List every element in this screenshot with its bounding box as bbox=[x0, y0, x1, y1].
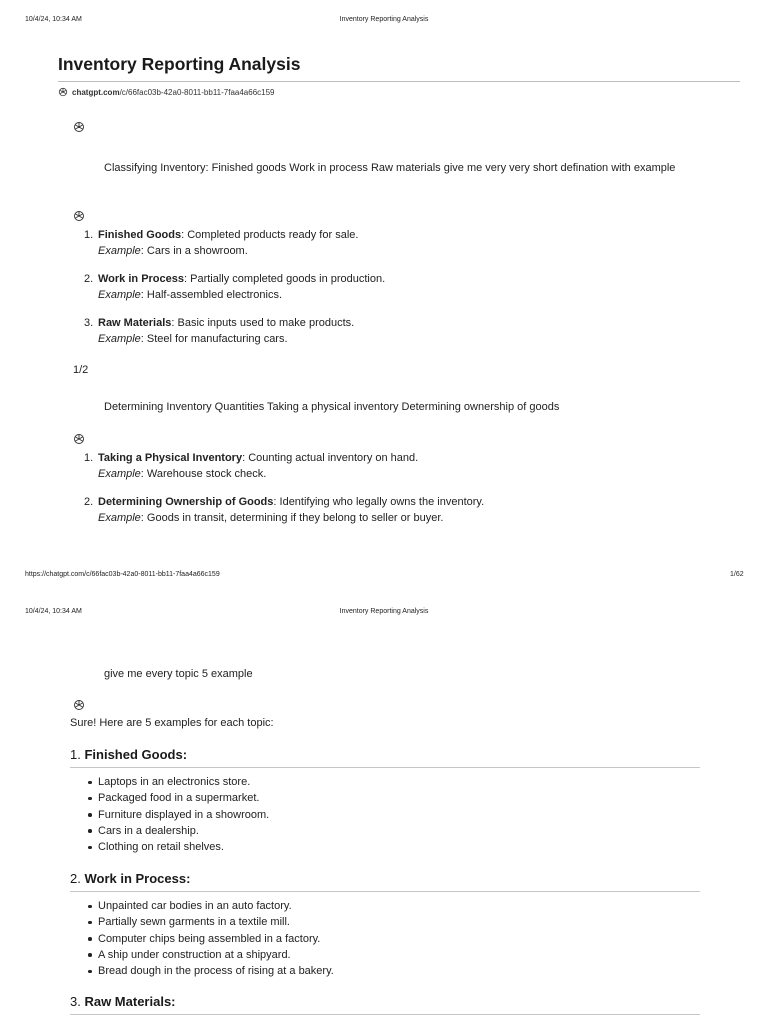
print-title: Inventory Reporting Analysis bbox=[339, 16, 429, 23]
work-in-process-list bbox=[84, 898, 334, 979]
list-item: 1. Finished Goods: Completed products ready for sale. Example: Cars in a showroom. bbox=[84, 229, 359, 257]
list-item: 2. Work in Process: Partially completed goods in production. Example: Half-assembled electronics. bbox=[84, 273, 386, 301]
print-url: https://chatgpt.com/c/66fac03b-42a0-8011-bb11-7faa4a66c159 bbox=[25, 571, 220, 578]
list-item: 2. Determining Ownership of Goods: Identifying who legally owns the inventory. Example: Goods in transit, determining if they belong to seller or buyer. bbox=[84, 496, 485, 524]
assistant-answer-1 bbox=[84, 227, 385, 359]
section-divider bbox=[70, 767, 700, 768]
chatgpt-logo-icon bbox=[73, 433, 85, 445]
user-prompt-2: Determining Inventory Quantities Taking a physical inventory Determining ownership of goods bbox=[104, 401, 560, 413]
list-item: Furniture displayed in a showroom. bbox=[84, 807, 269, 823]
list-item: 3. Raw Materials: Basic inputs used to make products. Example: Steel for manufacturing cars. bbox=[84, 317, 355, 345]
section-divider bbox=[70, 1014, 700, 1015]
list-item: Computer chips being assembled in a factory. bbox=[84, 931, 334, 947]
chatgpt-logo-icon bbox=[73, 210, 85, 222]
list-item: Clothing on retail shelves. bbox=[84, 839, 269, 855]
list-item: Laptops in an electronics store. bbox=[84, 774, 269, 790]
source-domain: chatgpt.com bbox=[72, 87, 120, 97]
list-item: Unpainted car bodies in an auto factory. bbox=[84, 898, 334, 914]
answer-intro: Sure! Here are 5 examples for each topic: bbox=[70, 717, 274, 729]
list-item: A ship under construction at a shipyard. bbox=[84, 947, 334, 963]
source-path: /c/66fac03b-42a0-8011-bb11-7faa4a66c159 bbox=[119, 87, 275, 97]
chatgpt-logo-icon bbox=[73, 121, 85, 133]
chatgpt-logo-icon bbox=[58, 87, 68, 97]
print-title: Inventory Reporting Analysis bbox=[339, 608, 429, 615]
list-item: Packaged food in a supermarket. bbox=[84, 790, 269, 806]
print-header bbox=[0, 16, 768, 36]
page-number: 1/62 bbox=[730, 571, 744, 578]
title-divider bbox=[58, 81, 740, 82]
print-datetime: 10/4/24, 10:34 AM bbox=[25, 608, 82, 615]
section-heading: 2. Work in Process: bbox=[70, 871, 191, 886]
chatgpt-logo-icon bbox=[73, 699, 85, 711]
list-item: 1. Taking a Physical Inventory: Counting actual inventory on hand. Example: Warehouse stock check. bbox=[84, 452, 419, 480]
section-heading: 1. Finished Goods: bbox=[70, 747, 188, 762]
list-item: Cars in a dealership. bbox=[84, 823, 269, 839]
finished-goods-list bbox=[84, 774, 269, 855]
section-heading: 3. Raw Materials: bbox=[70, 994, 176, 1009]
assistant-answer-2 bbox=[84, 450, 484, 538]
response-counter: 1/2 bbox=[73, 364, 89, 376]
user-prompt-1: Classifying Inventory: Finished goods Work in process Raw materials give me very very short defination with example bbox=[104, 162, 676, 174]
list-item: Partially sewn garments in a textile mill. bbox=[84, 914, 334, 930]
print-datetime: 10/4/24, 10:34 AM bbox=[25, 16, 82, 23]
source-link[interactable] bbox=[58, 87, 275, 97]
list-item: Bread dough in the process of rising at a bakery. bbox=[84, 963, 334, 979]
print-header bbox=[0, 608, 768, 628]
user-prompt-3: give me every topic 5 example bbox=[104, 668, 253, 680]
section-divider bbox=[70, 891, 700, 892]
document-title: Inventory Reporting Analysis bbox=[58, 54, 301, 74]
